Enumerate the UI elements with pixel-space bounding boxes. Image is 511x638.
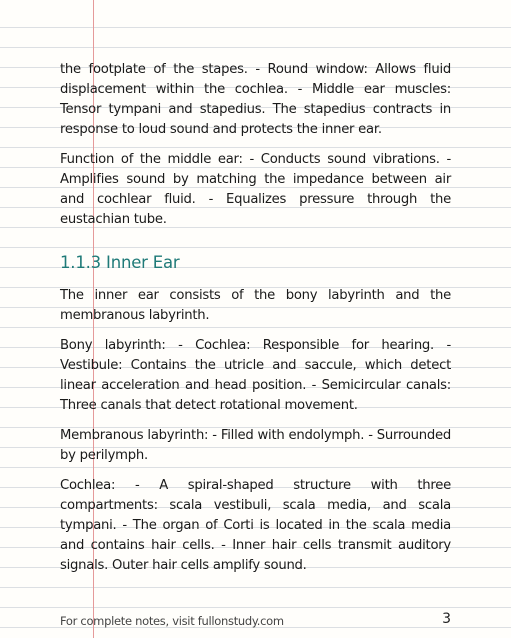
paragraph-middle-ear-structures: the footplate of the stapes. - Round window: Allows fluid displacement within the cochlea. - Middle ear muscles: Tensor tympani and stapedius. The stapedius contracts in response to loud sound and protects the inner ear. (60, 62, 451, 137)
paragraph-membranous-labyrinth: Membranous labyrinth: - Filled with endolymph. - Surrounded by perilymph. (60, 428, 451, 463)
paragraph-middle-ear-function: Function of the middle ear: - Conducts sound vibrations. - Amplifies sound by matching the impedance between air and cochlear fluid. - Equalizes pressure through the eustachian tube. (60, 152, 451, 227)
footer-link-text: For complete notes, visit fullonstudy.com (60, 614, 284, 628)
page-content (60, 60, 451, 586)
page-number: 3 (442, 611, 451, 627)
paragraph-cochlea: Cochlea: - A spiral-shaped structure with three compartments: scala vestibuli, scala media, and scala tympani. - The organ of Corti is located in the scala media and contains hair cells. - Inner hair cells transmit auditory signals. Outer hair cells amplify sound. (60, 478, 451, 573)
paragraph-inner-ear-intro: The inner ear consists of the bony labyrinth and the membranous labyrinth. (60, 288, 451, 323)
section-heading-inner-ear: 1.1.3 Inner Ear (60, 253, 180, 272)
paragraph-bony-labyrinth: Bony labyrinth: - Cochlea: Responsible for hearing. - Vestibule: Contains the utricle and saccule, which detect linear acceleration and head position. - Semicircular canals: Three canals that detect rotational movement. (60, 338, 451, 413)
